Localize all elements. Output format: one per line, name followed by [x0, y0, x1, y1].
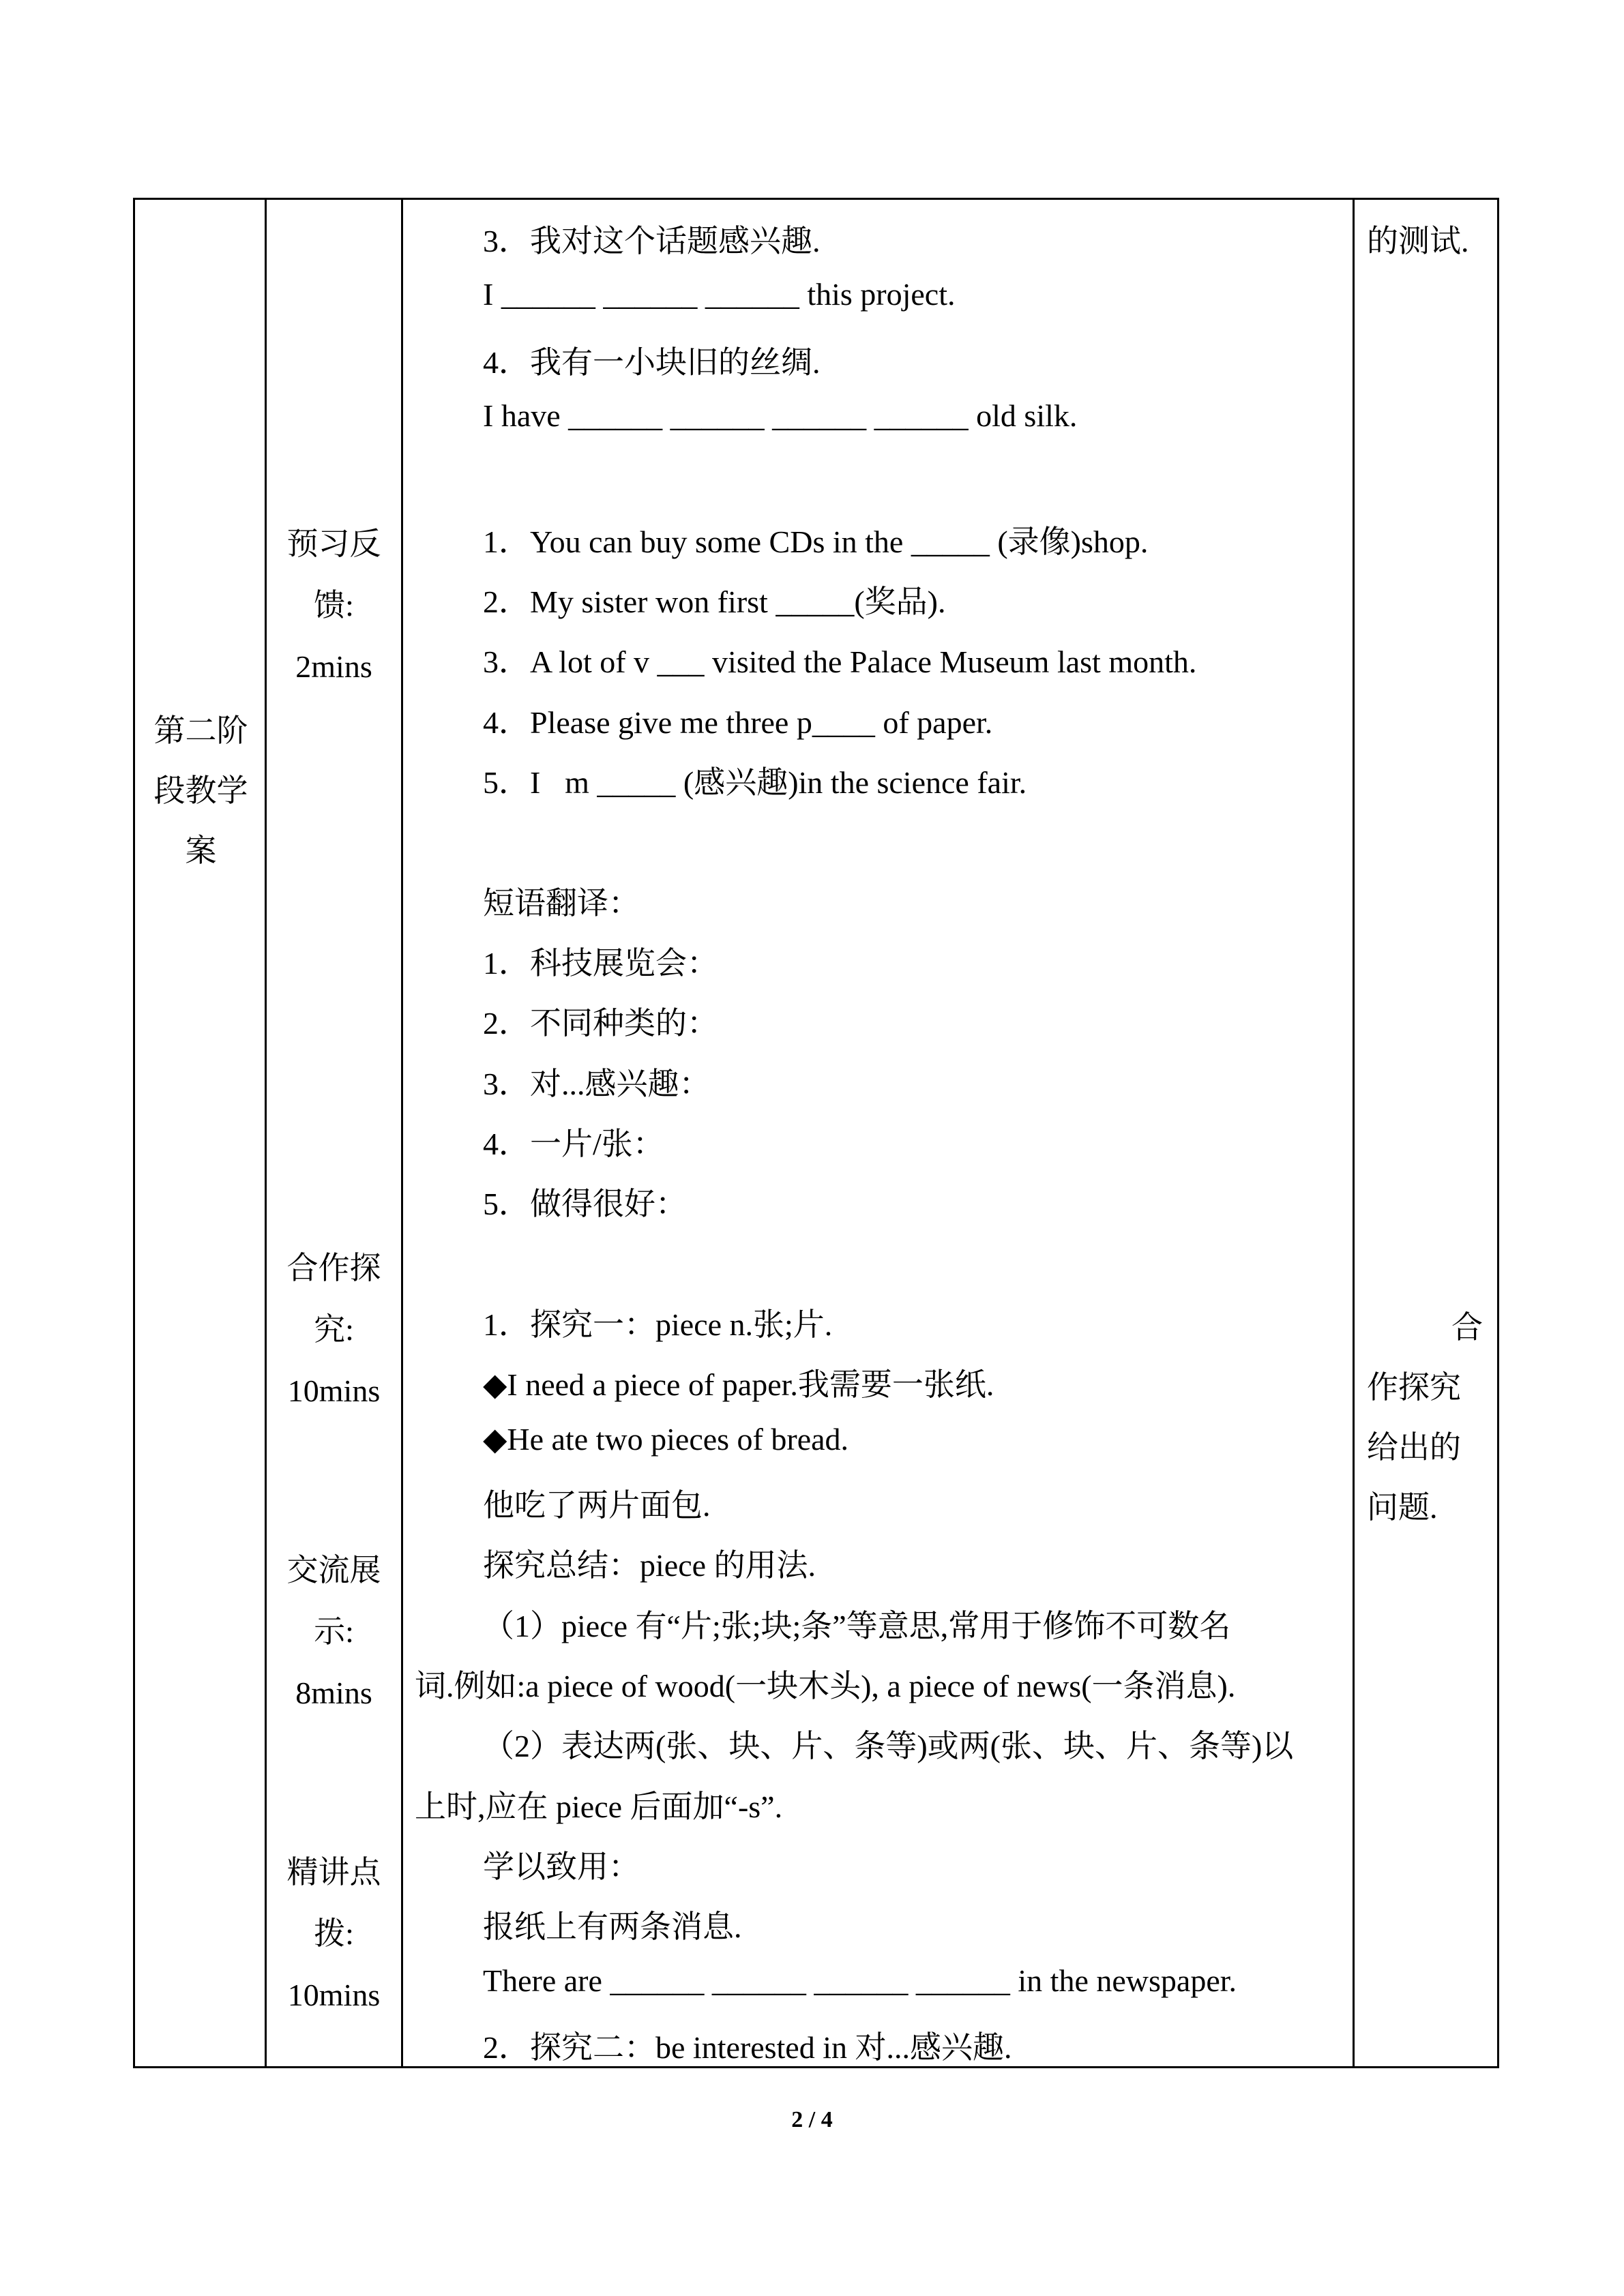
note-line: 作探究 [1367, 1370, 1461, 1405]
column-divider [401, 200, 403, 2066]
stage-label-line: 案 [185, 833, 217, 868]
explore-line: 1．探究一：piece n.张;片. [483, 1307, 833, 1342]
explore-line: 词.例如:a piece of wood(一块木头), a piece of news(一条消息). [415, 1669, 1236, 1703]
column-divider [1353, 200, 1355, 2066]
exercise-line: 4．Please give me three p____ of paper. [483, 705, 993, 740]
stage-label-line: 第二阶 [153, 713, 248, 748]
explore-line: 他吃了两片面包. [483, 1488, 711, 1523]
timeline-line: 拨: [314, 1916, 354, 1951]
timeline-cooperation [267, 1238, 401, 1422]
content-line: 3．我对这个话题感兴趣. [483, 224, 821, 258]
note-line: 给出的 [1367, 1430, 1461, 1465]
timeline-line: 10mins [287, 1373, 381, 1408]
content-line: I ______ ______ ______ this project. [483, 277, 956, 312]
note-line: 问题. [1367, 1490, 1438, 1525]
phrase-line: 5．做得很好： [483, 1187, 687, 1221]
phrase-line: 2．不同种类的： [483, 1006, 718, 1041]
explore-line: 上时,应在 piece 后面加“-s”. [415, 1789, 783, 1824]
timeline-line: 馈: [314, 588, 354, 623]
phrase-line: 1．科技展览会： [483, 946, 718, 981]
page-number: 2 / 4 [791, 2107, 833, 2132]
timeline-line: 交流展 [286, 1553, 381, 1587]
stage-label-line: 段教学 [153, 773, 248, 808]
timeline-line: 精讲点 [286, 1855, 381, 1890]
exercise-line: 5．I m _____ (感兴趣)in the science fair. [483, 765, 1027, 800]
note-line: 合 [1451, 1310, 1483, 1345]
lesson-table [133, 198, 1499, 2068]
explore-line: 2．探究二：be interested in 对...感兴趣. [483, 2030, 1012, 2065]
content-line: 4．我有一小块旧的丝绸. [483, 345, 821, 380]
exercise-line: 1．You can buy some CDs in the _____ (录像)shop. [483, 524, 1149, 559]
explore-line: ◆I need a piece of paper.我需要一张纸. [483, 1367, 994, 1402]
phrase-line: 3．对...感兴趣： [483, 1067, 711, 1101]
timeline-line: 10mins [287, 1978, 381, 2012]
timeline-line: 示: [314, 1614, 354, 1649]
note-line: 的测试. [1367, 224, 1469, 258]
exercise-line: 2．My sister won first _____(奖品). [483, 584, 946, 619]
timeline-preview-feedback [267, 513, 401, 698]
explore-line: （2）表达两(张、块、片、条等)或两(张、块、片、条等)以 [483, 1729, 1294, 1763]
explore-line: （1）piece 有“片;张;块;条”等意思,常用于修饰不可数名 [483, 1609, 1231, 1643]
timeline-line: 2mins [295, 649, 372, 684]
timeline-exchange [267, 1540, 401, 1724]
timeline-line: 预习反 [286, 526, 381, 561]
stage-label [137, 701, 265, 881]
exercise-line: 3．A lot of v ___ visited the Palace Museum last month. [483, 644, 1197, 679]
timeline-line: 究: [314, 1312, 354, 1347]
phrase-line: 4．一片/张： [483, 1127, 664, 1161]
timeline-explanation [267, 1842, 401, 2026]
note-cooperation [1367, 1298, 1490, 1538]
timeline-line: 8mins [295, 1675, 372, 1710]
content-line: I have ______ ______ ______ ______ old silk. [483, 398, 1078, 433]
explore-line: 学以致用： [483, 1849, 640, 1884]
phrase-heading: 短语翻译： [483, 886, 640, 921]
column-divider [265, 200, 267, 2066]
explore-line: 报纸上有两条消息. [483, 1909, 742, 1944]
explore-line: ◆He ate two pieces of bread. [483, 1422, 849, 1457]
timeline-line: 合作探 [286, 1251, 381, 1285]
explore-line: There are ______ ______ ______ ______ in the newspaper. [483, 1963, 1237, 1998]
explore-line: 探究总结：piece 的用法. [483, 1548, 816, 1583]
note-test [1367, 211, 1490, 271]
